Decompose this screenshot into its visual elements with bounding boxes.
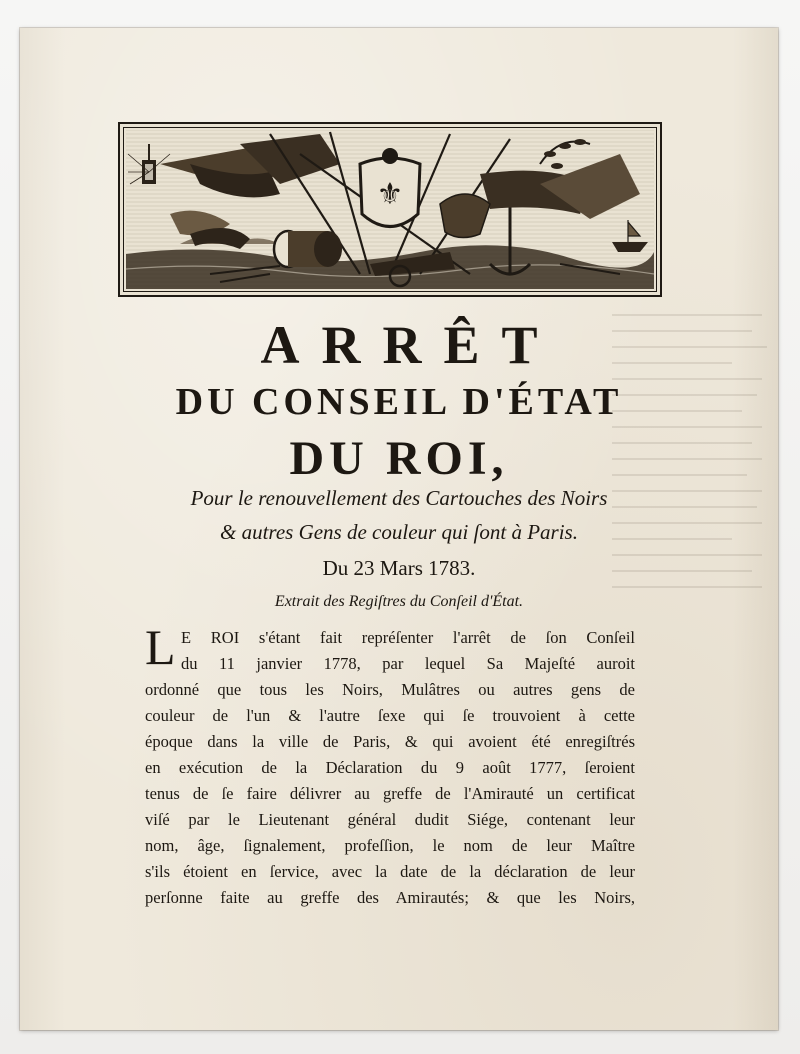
svg-text:⚜: ⚜ bbox=[376, 177, 404, 212]
title-du-roi: DU ROI, bbox=[289, 432, 509, 485]
body-line: en exécution de la Déclaration du 9 août 1777, ſeroient bbox=[145, 758, 635, 777]
body-line: époque dans la ville de Paris, & qui avoient été enregiſtrés bbox=[145, 732, 635, 751]
body-line: ordonné que tous les Noirs, Mulâtres ou autres gens de bbox=[145, 680, 635, 699]
body-line: du 11 janvier 1778, par lequel Sa Majeſté auroit bbox=[181, 654, 635, 673]
title-arret: ARRÊT bbox=[260, 315, 560, 375]
subtitle-line-2: & autres Gens de couleur qui ſont à Paris. bbox=[220, 520, 578, 544]
body-line: perſonne faite au greffe des Amirautés; & que les Noirs, bbox=[145, 888, 635, 907]
decree-date: Du 23 Mars 1783. bbox=[322, 556, 476, 580]
body-line: s'ils étoient en ſervice, avec la date de la déclaration de leur bbox=[145, 862, 635, 881]
trophy-of-arms-illustration bbox=[120, 124, 660, 295]
drop-cap-letter: L bbox=[145, 619, 176, 675]
title-conseil-d-etat: DU CONSEIL D'ÉTAT bbox=[175, 381, 623, 423]
body-line: E ROI s'étant fait repréſenter l'arrêt de ſon Conſeil bbox=[181, 628, 635, 647]
headpiece-woodcut bbox=[118, 122, 662, 297]
body-line: couleur de l'un & l'autre ſexe qui ſe trouvoient à cette bbox=[145, 706, 635, 725]
body-line: viſé par le Lieutenant général dudit Siége, contenant leur bbox=[145, 810, 635, 829]
subtitle-line-1: Pour le renouvellement des Cartouches des Noirs bbox=[190, 486, 608, 510]
body-line: nom, âge, ſignalement, profeſſion, le nom de leur Maître bbox=[145, 836, 635, 855]
registry-extract-heading: Extrait des Regiſtres du Conſeil d'État. bbox=[274, 593, 524, 610]
body-line: tenus de ſe faire délivrer au greffe de l'Amirauté un certificat bbox=[145, 784, 635, 803]
